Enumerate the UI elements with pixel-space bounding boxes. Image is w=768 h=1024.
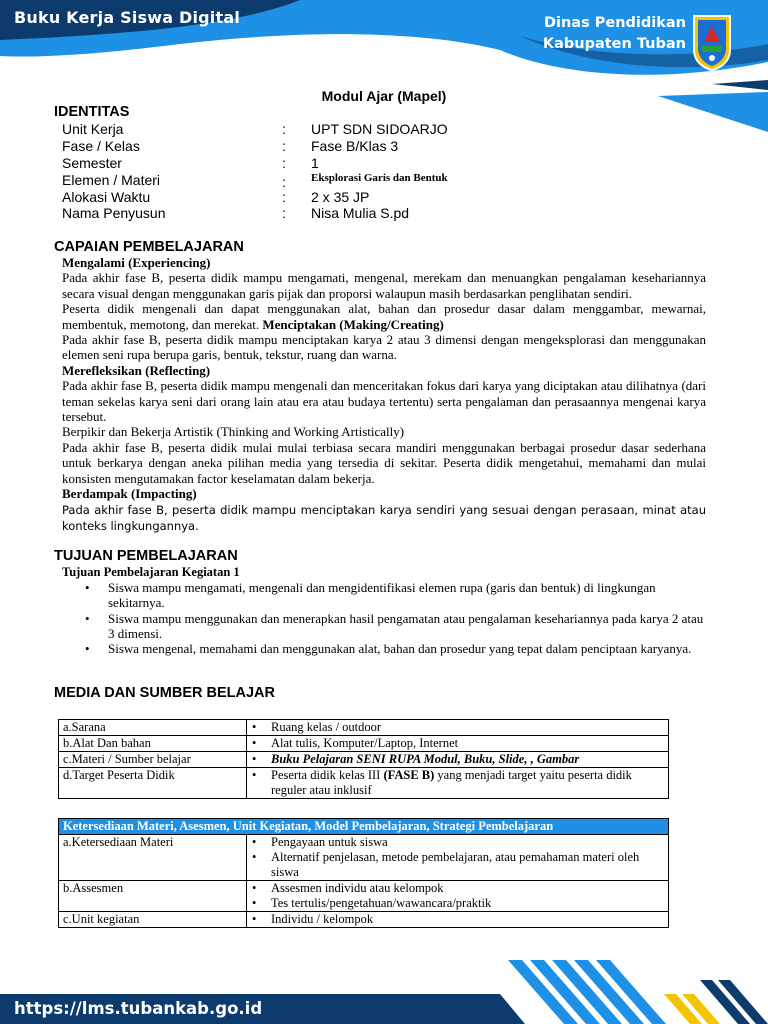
- identitas-value: UPT SDN SIDOARJO: [311, 121, 448, 137]
- bullet-icon: •: [252, 752, 257, 766]
- identitas-row-alokasi-waktu: [62, 189, 662, 206]
- tujuan-heading: TUJUAN PEMBELAJARAN: [54, 548, 238, 564]
- cell-text: Pengayaan untuk siswa: [271, 835, 388, 849]
- identitas-separator: :: [282, 174, 286, 190]
- table-row: [59, 835, 669, 881]
- capaian-paragraph: Pada akhir fase B, peserta didik mampu mengenali dan menceritakan fokus dari karya yang diciptakan atau dilihatnya (dari teman sekelas karya seni dari orang lain atau era atau budaya tertentu) serta pengalaman dan perasaannya mengenai karya tersebut.: [62, 378, 706, 425]
- identitas-label: Elemen / Materi: [62, 172, 161, 188]
- table-cell-value: [247, 720, 669, 736]
- identitas-label: Unit Kerja: [62, 121, 124, 137]
- bullet-icon: •: [252, 768, 257, 782]
- table-cell-value: [247, 912, 669, 928]
- media-table: [58, 719, 669, 799]
- identitas-label: Alokasi Waktu: [62, 189, 151, 205]
- cell-text: Ruang kelas / outdoor: [271, 720, 382, 734]
- cell-text: Assesmen individu atau kelompok: [271, 881, 444, 895]
- table-cell-label: b.Alat Dan bahan: [59, 736, 247, 752]
- tujuan-list: [85, 580, 705, 656]
- list-item-text: Siswa mengenal, memahami dan menggunakan alat, bahan dan prosedur yang tepat dalam penciptaan karyanya.: [108, 641, 692, 657]
- identitas-value: Eksplorasi Garis dan Bentuk: [311, 172, 448, 184]
- capaian-body: [62, 255, 706, 534]
- table-cell-label: b.Assesmen: [59, 881, 247, 912]
- list-item: [85, 580, 705, 611]
- cell-text: Peserta didik kelas III: [271, 768, 384, 782]
- identitas-label: Semester: [62, 155, 122, 171]
- capaian-heading: CAPAIAN PEMBELAJARAN: [54, 239, 244, 255]
- table-header-row: [59, 819, 669, 835]
- identitas-row-elemen-materi: [62, 172, 662, 189]
- capaian-paragraph: Pada akhir fase B, peserta didik mampu mengamati, mengenal, merekam dan menuangkan pengalaman kesehariannya secara visual dengan menggunakan garis pijak dan proporsi walaupun masih berdasarkan penglihatan sendiri.: [62, 270, 706, 301]
- identitas-separator: :: [282, 189, 286, 205]
- table-cell-value: [247, 835, 669, 881]
- list-item: [85, 641, 705, 656]
- identitas-separator: :: [282, 138, 286, 154]
- capaian-subheading: Merefleksikan (Reflecting): [62, 362, 211, 378]
- tuban-crest-logo: [690, 12, 734, 72]
- org-name: [543, 13, 686, 55]
- bullet-icon: •: [85, 641, 90, 657]
- identitas-row-unit-kerja: [62, 121, 662, 138]
- identitas-row-semester: [62, 155, 662, 172]
- identitas-value: 1: [311, 155, 319, 171]
- table-cell-label: a.Sarana: [59, 720, 247, 736]
- table-cell-value: [247, 881, 669, 912]
- cell-text: Alternatif penjelasan, metode pembelajaran, atau pemahaman materi oleh siswa: [271, 850, 640, 879]
- cell-text: yang menjadi target yaitu peserta didik reguler atau inklusif: [271, 768, 632, 797]
- identitas-row-fase-kelas: [62, 138, 662, 155]
- bullet-icon: •: [252, 912, 257, 926]
- footer-url-link[interactable]: https://lms.tubankab.go.id: [14, 999, 263, 1018]
- bullet-icon: •: [252, 881, 257, 895]
- bullet-icon: •: [85, 610, 90, 626]
- table-row: [59, 720, 669, 736]
- table-row: [59, 768, 669, 799]
- identitas-separator: :: [282, 121, 286, 137]
- table-row: [59, 752, 669, 768]
- capaian-subheading: Mengalami (Experiencing): [62, 255, 211, 270]
- table-row: [59, 736, 669, 752]
- brand-title: Buku Kerja Siswa Digital: [14, 8, 241, 27]
- org-line-1: Dinas Pendidikan: [543, 15, 686, 31]
- table-row: [59, 881, 669, 912]
- tujuan-subheading: Tujuan Pembelajaran Kegiatan 1: [62, 565, 240, 579]
- cell-text-bold: (FASE B): [383, 768, 435, 782]
- capaian-paragraph: Pada akhir fase B, peserta didik mampu menciptakan karya 2 atau 3 dimensi dengan mengeksplorasi dan menggunakan elemen seni rupa berupa garis, bentuk, tekstur, ruang dan warna.: [62, 332, 706, 363]
- list-item-text: Siswa mampu mengamati, mengenali dan mengidentifikasi elemen rupa (garis dan bentuk) di lingkungan sekitarnya.: [108, 580, 656, 611]
- org-line-2: Kabupaten Tuban: [542, 36, 686, 52]
- capaian-paragraph: Pada akhir fase B, peserta didik mulai mulai terbiasa secara mandiri menggunakan berbagai prosedur dasar sederhana untuk berkarya dengan aneka pilihan media yang tersedia di sekitar. Peserta didik mengetahui, memahami dan mulai konsisten mengutamakan factor keselamatan dalam bekerja.: [62, 439, 706, 486]
- table-cell-label: c.Materi / Sumber belajar: [59, 752, 247, 768]
- identitas-separator: :: [282, 205, 286, 221]
- identitas-row-nama-penyusun: [62, 205, 662, 222]
- table-cell-label: d.Target Peserta Didik: [59, 768, 247, 799]
- cell-text: Buku Pelajaran SENI RUPA Modul, Buku, Slide, , Gambar: [271, 752, 580, 766]
- capaian-paragraph: [62, 301, 706, 332]
- ketersediaan-table: [58, 818, 669, 928]
- capaian-paragraph-text: Peserta didik mengenali dan dapat menggunakan alat, bahan dan prosedur dasar dalam menggambar, mewarnai, membentuk, memotong, dan merekat.: [62, 301, 706, 332]
- identitas-value: Nisa Mulia S.pd: [311, 205, 410, 221]
- table-header: Ketersediaan Materi, Asesmen, Unit Kegiatan, Model Pembelajaran, Strategi Pembelajaran: [59, 819, 669, 835]
- identitas-value: 2 x 35 JP: [311, 189, 370, 205]
- bullet-icon: •: [85, 580, 90, 595]
- table-row: [59, 912, 669, 928]
- list-item-text: Siswa mampu menggunakan dan menerapkan hasil pengamatan atau pengalaman kesehariannya pada karya 2 atau 3 dimensi.: [108, 610, 704, 641]
- list-item: [85, 611, 705, 642]
- bullet-icon: •: [252, 835, 257, 849]
- cell-text: Individu / kelompok: [271, 912, 374, 926]
- capaian-subheading-plain: Berpikir dan Bekerja Artistik (Thinking and Working Artistically): [62, 424, 405, 440]
- table-cell-label: a.Ketersediaan Materi: [59, 835, 247, 881]
- bullet-icon: •: [252, 736, 257, 750]
- identitas-separator: :: [282, 155, 286, 171]
- table-cell-value: [247, 768, 669, 799]
- identitas-value: Fase B/Klas 3: [311, 138, 399, 154]
- capaian-paragraph: Pada akhir fase B, peserta didik mampu menciptakan karya sendiri yang sesuai dengan perasaan, minat atau konteks lingkungannya.: [62, 502, 706, 533]
- cell-text: Alat tulis, Komputer/Laptop, Internet: [271, 736, 459, 750]
- bullet-icon: •: [252, 850, 257, 864]
- identitas-label: Nama Penyusun: [62, 205, 166, 221]
- identitas-label: Fase / Kelas: [62, 138, 140, 154]
- document-title: Modul Ajar (Mapel): [321, 88, 447, 104]
- cell-text: Tes tertulis/pengetahuan/wawancara/praktik: [271, 896, 492, 910]
- bullet-icon: •: [252, 896, 257, 910]
- table-cell-label: c.Unit kegiatan: [59, 912, 247, 928]
- bullet-icon: •: [252, 720, 257, 734]
- capaian-subheading: Berdampak (Impacting): [62, 486, 197, 502]
- table-cell-value: [247, 752, 669, 768]
- table-cell-value: [247, 736, 669, 752]
- identitas-heading: IDENTITAS: [54, 104, 130, 120]
- media-heading: MEDIA DAN SUMBER BELAJAR: [54, 685, 275, 701]
- capaian-subheading: Menciptakan (Making/Creating): [262, 316, 444, 332]
